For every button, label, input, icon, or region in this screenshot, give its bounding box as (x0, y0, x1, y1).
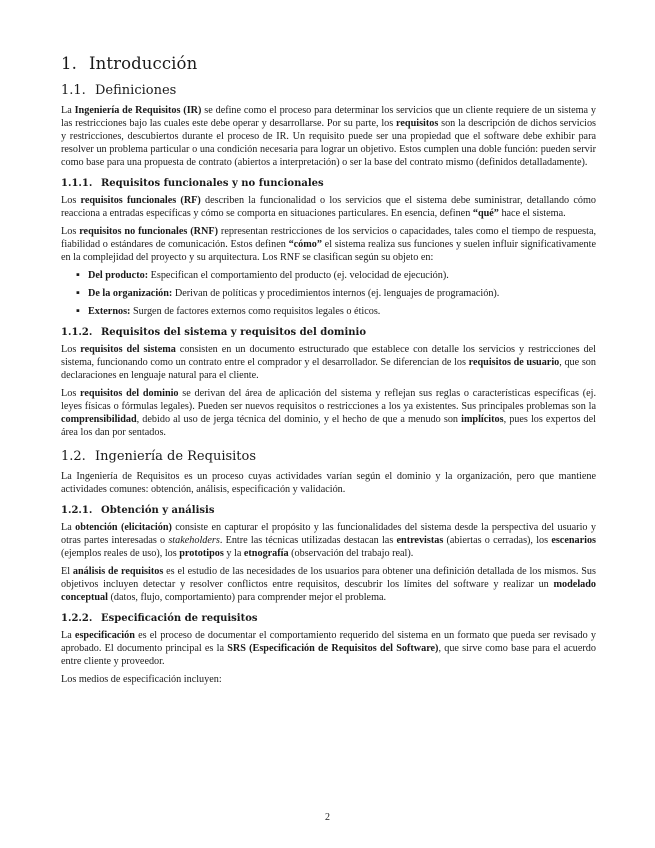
paragraph-requisitos-sistema: Los requisitos del sistema consisten en un documento estructurado que establece con detalle los servicios y restricciones del sistema, funcionando como un contrato entre el comprador y el desarrollador. Se diferencian de los requisitos de usuario, que son declaraciones en lenguaje natural para el cliente. (61, 344, 597, 381)
subsection-heading-definiciones (61, 83, 596, 98)
paragraph-especificacion: La especificación es el proceso de documentar el comportamiento requerido del sistema en un formato que pueda ser revisado y aprobado. El documento principal es la SRS (Especificación de Requisitos del Software), que sirve como base para el acuerdo entre cliente y proveedor. (61, 630, 596, 667)
subsubsection-heading-especificacion (61, 613, 596, 624)
paragraph-definicion-ir: La Ingeniería de Requisitos (IR) se define como el proceso para determinar los servicios que un cliente requiere de un sistema y las restricciones bajo las cuales este debe operar y desarrollarse. Por su parte, los requisitos son la descripción de dichos servicios y restricciones, descubiertos durante el proceso de IR. Un requisito puede ser una propiedad que el software debe exhibir para resolver un problema particular o una condición necesaria para lograr un objetivo. Estos cumplen una doble función: pueden servir como base para una propuesta de contrato (abiertos a interpretación) o ser la base del contrato mismo (definidos detalladamente). (61, 105, 596, 168)
section-number: 1.1. (61, 83, 86, 98)
section-number: 1.1.2. (61, 327, 93, 338)
subsubsection-heading-rf-rnf (61, 178, 596, 189)
paragraph-medios-especificacion: Los medios de especificación incluyen: (61, 674, 222, 685)
subsubsection-heading-sistema-dominio (61, 327, 596, 338)
list-item: ▪ De la organización: Derivan de políticas y procedimientos internos (ej. lenguajes de programación). (88, 287, 596, 300)
section-number: 1.2.1. (61, 505, 93, 516)
paragraph-requisitos-no-funcionales: Los requisitos no funcionales (RNF) representan restricciones de los servicios o capacidades, tales como el tiempo de respuesta, fiabilidad o estándares de comunicación. Estos definen “cómo” el sistema realiza sus funciones y suelen influir significativamente en la complejidad del proyecto y su arquitectura. Los RNF se clasifican según su objeto en: (61, 226, 597, 263)
paragraph-analisis: El análisis de requisitos es el estudio de las necesidades de los usuarios para obtener una definición detallada de los mismos. Sus objetivos incluyen detectar y resolver conflictos entre requisitos, descubrir los límites del software y realizar un modelado conceptual (datos, flujo, comportamiento) para comprender mejor el problema. (61, 566, 596, 603)
paragraph-obtencion: La obtención (elicitación) consiste en capturar el propósito y las funcionalidades del sistema desde la perspectiva del usuario y otras partes interesadas o stakeholders. Entre las técnicas utilizadas destacan las entrevistas (abiertas o cerradas), los escenarios (ejemplos reales de uso), los prototipos y la etnografía (observación del trabajo real). (61, 522, 597, 559)
section-title: Especificación de requisitos (101, 613, 258, 624)
paragraph-requisitos-funcionales: Los requisitos funcionales (RF) describen la funcionalidad o los servicios que el sistema debe suministrar, detallando cómo reacciona a entradas específicas y cómo se comporta en situaciones particulares. En esencia, definen “qué” hace el sistema. (61, 195, 596, 219)
section-title: Ingeniería de Requisitos (95, 449, 257, 464)
list-item: ▪ Del producto: Especifican el comportamiento del producto (ej. velocidad de ejecución). (88, 269, 596, 282)
section-number: 1. (61, 54, 77, 73)
section-title: Introducción (89, 54, 198, 73)
subsection-heading-ingenieria-requisitos (61, 449, 596, 464)
section-number: 1.2.2. (61, 613, 93, 624)
page-number: 2 (325, 812, 330, 823)
rnf-classification-list (61, 269, 596, 318)
subsubsection-heading-obtencion-analisis (61, 505, 596, 516)
section-title: Requisitos del sistema y requisitos del dominio (101, 327, 367, 338)
paragraph-requisitos-dominio: Los requisitos del dominio se derivan del área de aplicación del sistema y reflejan sus reglas o características específicas (ej. leyes físicas o fórmulas legales). Pueden ser nuevos requisitos o restricciones a los ya existentes. Sus principales problemas son la comprensibilidad, debido al uso de jerga técnica del dominio, y el hecho de que a menudo son implícitos, pues los expertos del área los dan por sentados. (61, 388, 596, 438)
paragraph-proceso-ir: La Ingeniería de Requisitos es un proceso cuyas actividades varían según el dominio y la organización, pero que mantiene actividades comunes: obtención, análisis, especificación y validación. (61, 471, 596, 495)
section-number: 1.2. (61, 449, 86, 464)
section-title: Definiciones (95, 83, 177, 98)
section-number: 1.1.1. (61, 178, 93, 189)
document-page (61, 54, 596, 691)
section-title: Obtención y análisis (101, 505, 215, 516)
list-item: ▪ Externos: Surgen de factores externos como requisitos legales o éticos. (88, 305, 596, 318)
section-title: Requisitos funcionales y no funcionales (101, 178, 324, 189)
section-heading-introduccion (61, 54, 596, 73)
